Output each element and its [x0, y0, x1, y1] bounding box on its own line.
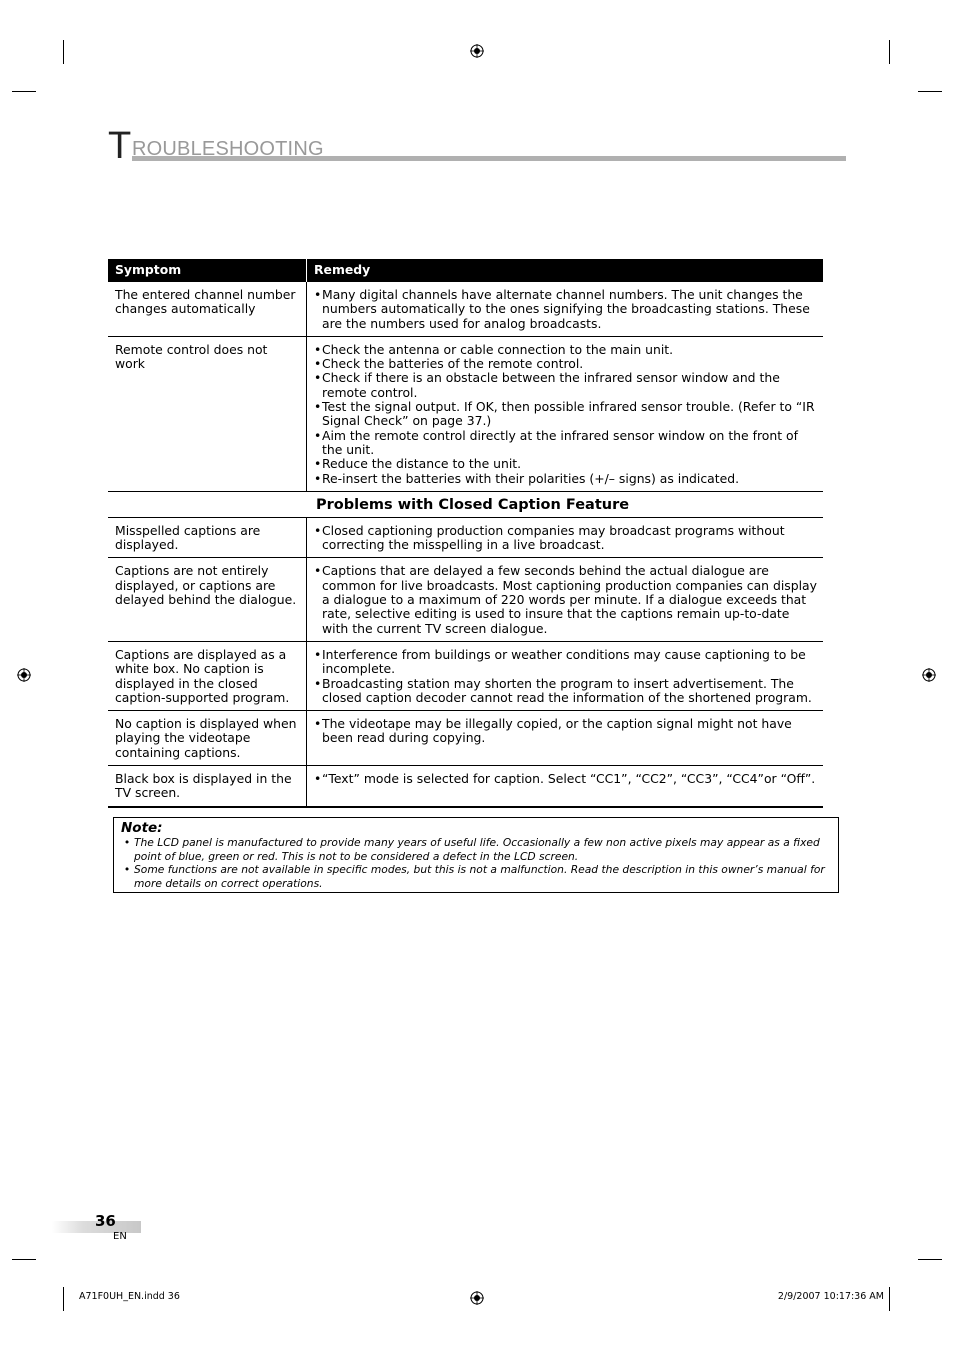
- bullet-icon: •: [314, 675, 322, 691]
- registration-mark-icon: [470, 44, 484, 58]
- remedy-text: Interference from buildings or weather conditions may cause captioning to be incomplete.: [322, 646, 806, 677]
- bullet-icon: •: [314, 456, 322, 472]
- bullet-icon: •: [314, 370, 322, 386]
- remedy-text: Broadcasting station may shorten the program to insert advertisement. The closed caption decoder cannot read the information of the shortened program.: [322, 675, 812, 705]
- table-row: [108, 766, 823, 807]
- symptom-cell: Remote control does not work: [108, 336, 307, 491]
- remedy-text: Re-insert the batteries with their polarities (+/– signs) as indicated.: [322, 470, 740, 486]
- remedy-item: [314, 343, 818, 357]
- remedy-cell: [307, 711, 824, 766]
- crop-mark: [63, 1287, 64, 1311]
- table-row: [108, 282, 823, 336]
- footer-datetime: 2/9/2007 10:17:36 AM: [777, 1291, 884, 1302]
- page-language: EN: [113, 1231, 127, 1242]
- remedy-item: [314, 717, 818, 746]
- remedy-item: [314, 772, 818, 786]
- table-row: [108, 641, 823, 710]
- bullet-icon: •: [314, 341, 322, 357]
- symptom-column-header: Symptom: [108, 259, 307, 282]
- remedy-cell: [307, 282, 824, 336]
- remedy-text: Check the batteries of the remote control.: [322, 356, 584, 372]
- remedy-item: [314, 524, 818, 553]
- table-row: [108, 517, 823, 558]
- registration-mark-icon: [470, 1291, 484, 1305]
- symptom-cell: Captions are not entirely displayed, or captions are delayed behind the dialogue.: [108, 558, 307, 641]
- remedy-text: Captions that are delayed a few seconds behind the actual dialogue are common for live broadcasts. Most captioning production companies can display a dialogue to a maximum of 220 words per minute. If a dialogue exceeds that rate, selective editing is used to insure that the captions remain up-to-date with the current TV screen dialogue.: [322, 563, 817, 636]
- bullet-icon: •: [314, 427, 322, 443]
- symptom-cell: Black box is displayed in the TV screen.: [108, 766, 307, 807]
- note-item: [120, 836, 832, 863]
- remedy-item: [314, 648, 818, 677]
- crop-mark: [918, 91, 942, 92]
- remedy-item: [314, 288, 818, 331]
- remedy-cell: [307, 517, 824, 558]
- note-text: Some functions are not available in specific modes, but this is not a malfunction. Read the description in this owner’s manual for more details on correct operations.: [134, 863, 825, 890]
- remedy-item: [314, 564, 818, 635]
- page-number: 36: [95, 1212, 116, 1230]
- remedy-text: Test the signal output. If OK, then possible infrared sensor trouble. (Refer to “IR Signal Check” on page 37.): [322, 399, 815, 429]
- note-text: The LCD panel is manufactured to provide many years of useful life. Occasionally a few non active pixels may appear as a fixed point of blue, green or red. This is not to be considered a defect in the LCD screen.: [134, 836, 820, 863]
- remedy-item: [314, 357, 818, 371]
- note-item: [120, 863, 832, 890]
- remedy-column-header: Remedy: [307, 259, 824, 282]
- crop-mark: [918, 1259, 942, 1260]
- remedy-cell: [307, 766, 824, 807]
- table-row: [108, 711, 823, 766]
- crop-mark: [889, 1287, 890, 1311]
- remedy-item: [314, 371, 818, 400]
- registration-mark-icon: [922, 668, 936, 682]
- registration-mark-icon: [17, 668, 31, 682]
- table-body-general: [108, 282, 823, 491]
- note-title: Note:: [121, 820, 163, 836]
- crop-mark: [63, 40, 64, 64]
- remedy-text: The videotape may be illegally copied, or the caption signal might not have been read during copying.: [322, 716, 792, 746]
- remedy-cell: [307, 336, 824, 491]
- section-row: [108, 491, 823, 517]
- remedy-text: “Text” mode is selected for caption. Select “CC1”, “CC2”, “CC3”, “CC4”or “Off”.: [322, 771, 816, 787]
- remedy-text: Closed captioning production companies may broadcast programs without correcting the misspelling in a live broadcast.: [322, 522, 785, 553]
- remedy-item: [314, 400, 818, 429]
- bullet-icon: •: [314, 470, 322, 486]
- remedy-item: [314, 429, 818, 458]
- troubleshooting-table: [108, 259, 823, 808]
- bullet-icon: •: [314, 646, 322, 662]
- title-text: ROUBLESHOOTING: [132, 138, 324, 160]
- remedy-text: Check the antenna or cable connection to the main unit.: [322, 341, 674, 357]
- bullet-icon: •: [314, 716, 322, 732]
- crop-mark: [12, 1259, 36, 1260]
- symptom-cell: Captions are displayed as a white box. No caption is displayed in the closed caption-supported program.: [108, 641, 307, 710]
- table-row: [108, 336, 823, 491]
- note-list: [120, 836, 832, 890]
- section-title: Problems with Closed Caption Feature: [108, 491, 823, 517]
- remedy-text: Aim the remote control directly at the infrared sensor window on the front of the unit.: [322, 427, 798, 457]
- remedy-text: Check if there is an obstacle between the infrared sensor window and the remote control.: [322, 370, 780, 400]
- symptom-cell: Misspelled captions are displayed.: [108, 517, 307, 558]
- remedy-text: Reduce the distance to the unit.: [322, 456, 522, 472]
- bullet-icon: •: [314, 771, 322, 787]
- table-row: [108, 558, 823, 641]
- remedy-cell: [307, 641, 824, 710]
- crop-mark: [12, 91, 36, 92]
- bullet-icon: •: [314, 399, 322, 415]
- crop-mark: [889, 40, 890, 64]
- remedy-item: [314, 677, 818, 706]
- bullet-icon: •: [314, 563, 322, 579]
- table-header-row: [108, 259, 823, 282]
- footer-file: A71F0UH_EN.indd 36: [79, 1291, 180, 1302]
- bullet-icon: •: [123, 836, 131, 849]
- remedy-item: [314, 472, 818, 486]
- remedy-cell: [307, 558, 824, 641]
- note-box: [113, 817, 839, 893]
- symptom-cell: The entered channel number changes automatically: [108, 282, 307, 336]
- page-title: [108, 125, 846, 167]
- bullet-icon: •: [314, 287, 322, 302]
- remedy-text: Many digital channels have alternate channel numbers. The unit changes the numbers automatically to the ones signifying the broadcasting stations. These are the numbers used for analog broadcasts.: [322, 287, 810, 331]
- symptom-cell: No caption is displayed when playing the videotape containing captions.: [108, 711, 307, 766]
- title-initial: T: [108, 125, 132, 167]
- bullet-icon: •: [314, 522, 322, 538]
- remedy-item: [314, 457, 818, 471]
- bullet-icon: •: [314, 356, 322, 372]
- table-body-closed-caption: [108, 517, 823, 806]
- bullet-icon: •: [123, 863, 131, 876]
